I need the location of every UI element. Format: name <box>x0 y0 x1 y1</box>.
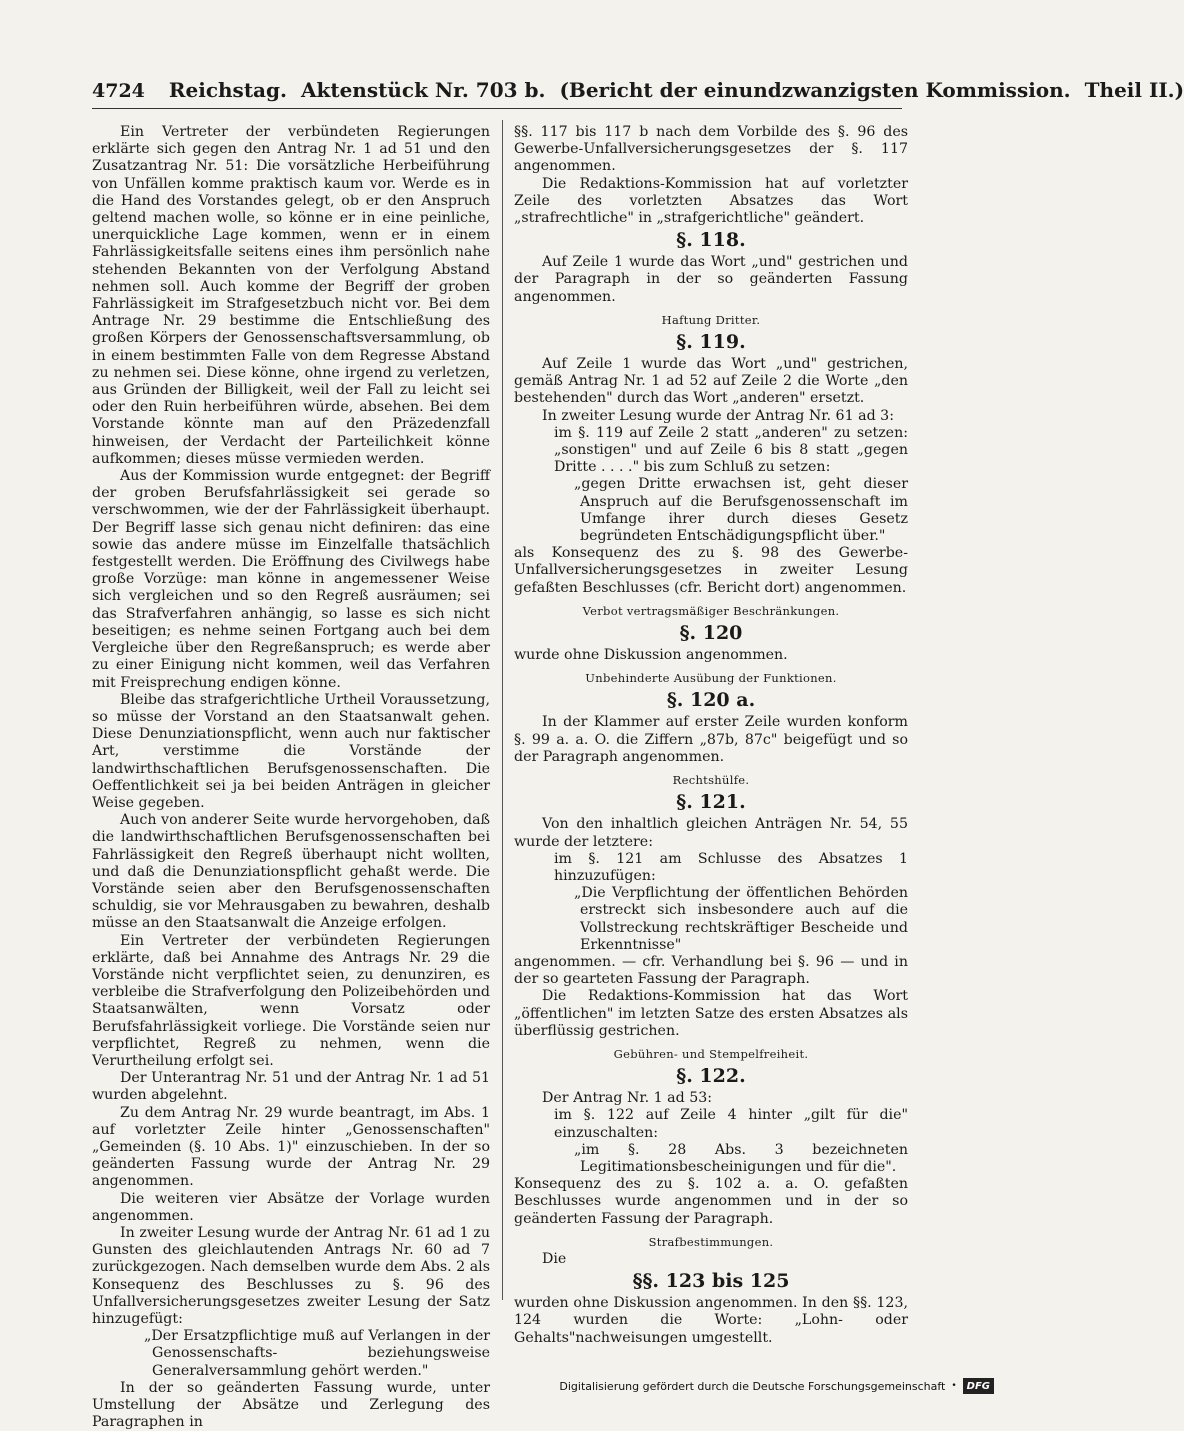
footer-credit: Digitalisierung gefördert durch die Deutsche Forschungsgemeinschaft <box>559 1379 946 1393</box>
paragraph: Zu dem Antrag Nr. 29 wurde beantragt, im Abs. 1 auf vorletzter Zeile hinter „Genossenschaften" „Gemeinden (§. 10 Abs. 1)" einzuschieben. In der so geänderten Fassung wurde der Antrag Nr. 29 angenommen. <box>92 1104 490 1190</box>
paragraph: Ein Vertreter der verbündeten Regierungen erklärte, daß bei Annahme des Antrags Nr. 29 die Vorstände nicht verpflichtet seien, zu denunziren, es verbleibe die Strafverfolgung den Polizeibehörden und Staatsanwälten, wenn Vorsatz oder Berufsfahrlässigkeit vorliege. Die Vorstände seien nur verpflichtet, Regreß zu nehmen, wenn die Verurtheilung erfolgt sei. <box>92 932 490 1069</box>
column-separator <box>502 120 503 1300</box>
paragraph: In zweiter Lesung wurde der Antrag Nr. 61 ad 1 zu Gunsten des gleichlautenden Antrags Nr. 60 ad 7 zurückgezogen. Nach demselben wurde dem Abs. 2 als Konsequenz des Beschlusses zu §. 96 des Unfallversicherungsgesetzes zweiter Lesung der Satz hinzugefügt: <box>92 1225 490 1328</box>
section-heading-120a: §. 120 a. <box>666 689 756 712</box>
section-heading-118: §. 118. <box>676 229 746 252</box>
paragraph: angenommen. — cfr. Verhandlung bei §. 96 — und in der so gearteten Fassung der Paragraph. <box>514 953 908 988</box>
paragraph: Die Redaktions-Kommission hat das Wort „öffentlichen" im letzten Satze des ersten Absatzes als überflüssig gestrichen. <box>514 988 908 1039</box>
paragraph: Bleibe das strafgerichtliche Urtheil Voraussetzung, so müsse der Vorstand an den Staatsanwalt gehen. Diese Denunziationspflicht, wenn auch nur faktischer Art, verstimme die Vorstände der landwirthschaftlichen Berufsgenossenschaften. Die Oeffentlichkeit sei ja bei beiden Anträgen in gleicher Weise gegeben. <box>92 691 490 811</box>
section-heading-119: §. 119. <box>676 331 746 354</box>
page-header <box>92 78 1184 108</box>
left-column <box>92 124 490 1431</box>
paragraph: Der Unterantrag Nr. 51 und der Antrag Nr. 1 ad 51 wurden abgelehnt. <box>92 1070 490 1104</box>
section-heading-120: §. 120 <box>679 622 743 645</box>
header-title-bericht: (Bericht der einundzwanzigsten Kommission. <box>559 78 1071 102</box>
paragraph: als Konsequenz des zu §. 98 des Gewerbe-Unfallversicherungsgesetzes in zweiter Lesung gefaßten Beschlusses (cfr. Bericht dort) angenommen. <box>514 545 908 596</box>
page-number: 4724 <box>92 80 145 102</box>
paragraph: In der so geänderten Fassung wurde, unter Umstellung der Absätze und Zerlegung des Paragraphen in <box>92 1379 490 1431</box>
paragraph: In der Klammer auf erster Zeile wurden konform §. 99 a. a. O. die Ziffern „87b, 87c" beigefügt und so der Paragraph angenommen. <box>514 714 908 765</box>
paragraph: Ein Vertreter der verbündeten Regierungen erklärte sich gegen den Antrag Nr. 1 ad 51 und den Zusatzantrag Nr. 51: Die vorsätzliche Herbeiführung von Unfällen komme praktisch kaum vor. Werde es in die Hand des Vorstandes gelegt, ob er den Anspruch geltend machen wolle, so könne er in eine peinliche, unerquickliche Lage kommen, wenn er in einem Fahrlässigkeitsfalle seitens eines ihm persönlich nahe stehenden Bekannten von der Verfolgung Abstand nehmen soll. Auch komme der Begriff der groben Fahrlässigkeit im Strafgesetzbuch nicht vor. Bei dem Antrage Nr. 29 bestimme die Entschließung des großen Körpers der Genossenschaftsversammlung, ob in einem bestimmten Falle von dem Regresse Abstand zu nehmen sei. Diese könne, ohne irgend zu verletzen, aus Gründen der Billigkeit, weil der Fall zu leicht sei oder den Ruin herbeiführen würde, absehen. Bei dem Vorstande könnte man auf den Präzedenzfall hinweisen, der Verdacht der Parteilichkeit könne aufkommen; dieses müsse vermieden werden. <box>92 124 490 467</box>
quotation: „gegen Dritte erwachsen ist, geht dieser Anspruch auf die Berufsgenossenschaft im Umfange ihrer durch dieses Gesetz begründeten Entschädigungspflicht über." <box>574 476 908 545</box>
paragraph: Von den inhaltlich gleichen Anträgen Nr. 54, 55 wurde der letztere: <box>514 816 908 850</box>
paragraph: Auch von anderer Seite wurde hervorgehoben, daß die landwirthschaftlichen Berufsgenossenschaften bei Fahrlässigkeit den Regreß überhaupt nicht wollten, und daß die Denunziationspflicht gehaßt werde. Die Vorstände seien aber den Berufsgenossenschaften schuldig, sie vor Mehrausgaben zu bewahren, deshalb müsse an den Staatsanwalt die Anzeige erfolgen. <box>92 812 490 932</box>
section-subtitle-123: Strafbestimmungen. <box>648 1234 774 1249</box>
right-column <box>514 124 908 1347</box>
header-title-theil: Theil II.) <box>1084 78 1184 102</box>
paragraph: §§. 117 bis 117 b nach dem Vorbilde des §. 96 des Gewerbe-Unfallversicherungsgesetzes der §. 117 angenommen. <box>514 124 908 175</box>
paragraph: wurden ohne Diskussion angenommen. In den §§. 123, 124 wurden die Worte: „Lohn- oder Gehalts"nachweisungen umgestellt. <box>514 1295 908 1346</box>
paragraph: Die weiteren vier Absätze der Vorlage wurden angenommen. <box>92 1190 490 1224</box>
quotation: „im §. 28 Abs. 3 bezeichneten Legitimationsbescheinigungen und für die". <box>574 1141 908 1175</box>
page-footer <box>559 1375 1000 1397</box>
section-heading-121: §. 121. <box>676 791 746 814</box>
paragraph: Konsequenz des zu §. 102 a. a. O. gefaßten Beschlusses wurde angenommen und in der so geänderten Fassung der Paragraph. <box>514 1176 908 1227</box>
paragraph: Die Redaktions-Kommission hat auf vorletzter Zeile des vorletzten Absatzes das Wort „strafrechtliche" in „strafgerichtliche" geändert. <box>514 175 908 227</box>
paragraph: im §. 122 auf Zeile 4 hinter „gilt für die" einzuschalten: <box>554 1107 908 1141</box>
section-heading-122: §. 122. <box>676 1065 746 1088</box>
quotation: „Die Verpflichtung der öffentlichen Behörden erstreckt sich insbesondere auch auf die Vollstreckung rechtskräftiger Bescheide und Erkenntnisse" <box>574 885 908 953</box>
dfg-logo: DFG <box>963 1378 994 1394</box>
section-subtitle-119: Haftung Dritter. <box>661 312 761 327</box>
header-title-aktenstueck: Aktenstück Nr. 703 b. <box>300 78 546 102</box>
section-heading-123-125: §§. 123 bis 125 <box>632 1270 790 1293</box>
header-rule <box>92 108 902 109</box>
quotation: „Der Ersatzpflichtige muß auf Verlangen in der Genossenschafts- beziehungsweise Generalversammlung gehört werden." <box>144 1328 490 1379</box>
paragraph: In zweiter Lesung wurde der Antrag Nr. 61 ad 3: <box>542 407 894 424</box>
bullet-icon: • <box>951 1381 957 1391</box>
paragraph: wurde ohne Diskussion angenommen. <box>514 647 788 664</box>
section-subtitle-120: Verbot vertragsmäßiger Beschränkungen. <box>582 603 840 618</box>
section-subtitle-120a: Unbehinderte Ausübung der Funktionen. <box>585 671 837 686</box>
paragraph: im §. 121 am Schlusse des Absatzes 1 hinzuzufügen: <box>554 850 908 884</box>
paragraph: Die <box>542 1250 567 1267</box>
paragraph: Der Antrag Nr. 1 ad 53: <box>542 1090 713 1107</box>
paragraph: im §. 119 auf Zeile 2 statt „anderen" zu setzen: „sonstigen" und auf Zeile 6 bis 8 statt „gegen Dritte . . . ." bis zum Schluß zu setzen: <box>554 424 908 476</box>
paragraph: Aus der Kommission wurde entgegnet: der Begriff der groben Berufsfahrlässigkeit sei gerade so verschwommen, wie der der Fahrlässigkeit überhaupt. Der Begriff lasse sich genau nicht definiren: das eine sowie das andere müsse im Einzelfalle thatsächlich festgestellt werden. Die Eröffnung des Civilwegs habe große Vorzüge: man könne in angemessener Weise sich vergleichen und so den Regreß ausräumen; sei das Strafverfahren anhängig, so lasse es sich nicht beseitigen; es nehme seinen Fortgang auch bei dem Vergleiche über den Regreßanspruch; es werde aber zu einer Einigung nicht kommen, weil das Verfahren mit Freisprechung endigen könne. <box>92 468 490 691</box>
paragraph: Auf Zeile 1 wurde das Wort „und" gestrichen und der Paragraph in der so geänderten Fassung angenommen. <box>514 254 908 305</box>
section-subtitle-121: Rechtshülfe. <box>672 773 750 788</box>
header-title-reichstag: Reichstag. <box>168 78 287 102</box>
section-subtitle-122: Gebühren- und Stempelfreiheit. <box>613 1046 809 1061</box>
paragraph: Auf Zeile 1 wurde das Wort „und" gestrichen, gemäß Antrag Nr. 1 ad 52 auf Zeile 2 die Worte „den bestehenden" durch das Wort „anderen" ersetzt. <box>514 356 908 407</box>
